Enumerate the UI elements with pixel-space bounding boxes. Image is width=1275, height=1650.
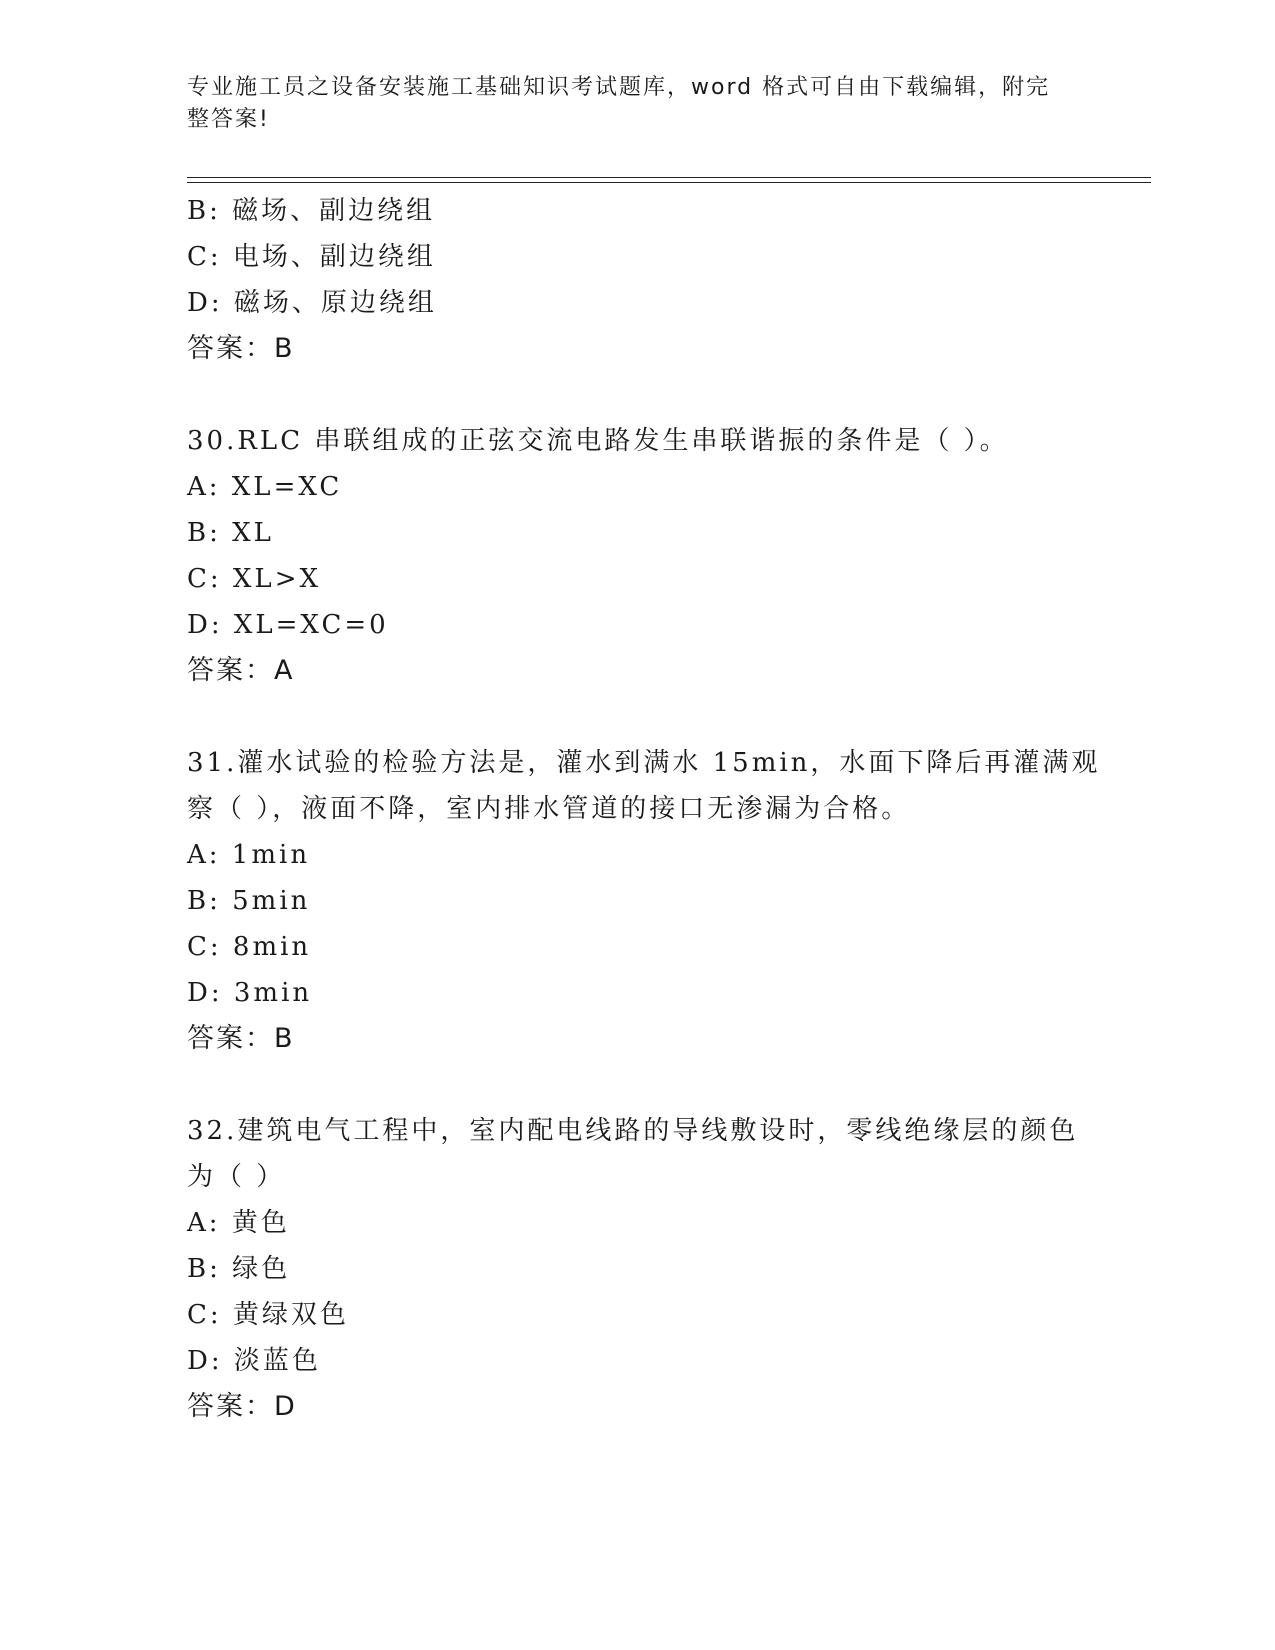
option-d: D: XL=XC=0 xyxy=(187,610,389,640)
header-divider-top xyxy=(187,177,1151,178)
question-stem: 30.RLC 串联组成的正弦交流电路发生串联谐振的条件是（ ）。 xyxy=(187,426,1009,456)
answer-line: 答案：A xyxy=(187,655,295,686)
answer-line: 答案：D xyxy=(187,1391,297,1422)
question-list xyxy=(187,188,1101,1430)
question-stem-continued: 为（ ） xyxy=(187,1162,286,1192)
option-d: D: 3min xyxy=(187,978,313,1008)
option-a: A: 1min xyxy=(187,840,311,870)
option-b: B: 5min xyxy=(187,886,311,916)
option-c: C: 黄绿双色 xyxy=(187,1300,349,1330)
question-stem: 31.灌水试验的检验方法是，灌水到满水 15min，水面下降后再灌满观 xyxy=(187,748,1101,778)
option-b: B: XL xyxy=(187,518,274,548)
header-line-2: 整答案! xyxy=(187,107,270,132)
option-c: C: 8min xyxy=(187,932,312,962)
document-header xyxy=(187,72,1067,136)
option-c: C: 电场、副边绕组 xyxy=(187,242,436,272)
option-b: B: 磁场、副边绕组 xyxy=(187,196,436,226)
question-stem: 32.建筑电气工程中，室内配电线路的导线敷设时，零线绝缘层的颜色 xyxy=(187,1116,1079,1146)
option-a: A: XL=XC xyxy=(187,472,343,502)
option-d: D: 磁场、原边绕组 xyxy=(187,288,437,318)
header-divider-bottom xyxy=(187,182,1151,183)
question-30 xyxy=(187,418,1087,694)
question-stem-continued: 察（ ），液面不降，室内排水管道的接口无渗漏为合格。 xyxy=(187,794,911,824)
header-line-1: 专业施工员之设备安装施工基础知识考试题库，word 格式可自由下载编辑，附完 xyxy=(187,75,1051,100)
question-31 xyxy=(187,740,1101,1062)
answer-line: 答案：B xyxy=(187,1023,295,1054)
option-a: A: 黄色 xyxy=(187,1208,290,1238)
option-b: B: 绿色 xyxy=(187,1254,291,1284)
option-c: C: XL>X xyxy=(187,564,321,594)
answer-line: 答案：B xyxy=(187,333,295,364)
question-32 xyxy=(187,1108,1087,1430)
option-d: D: 淡蓝色 xyxy=(187,1346,321,1376)
question-29-continuation xyxy=(187,188,1087,372)
